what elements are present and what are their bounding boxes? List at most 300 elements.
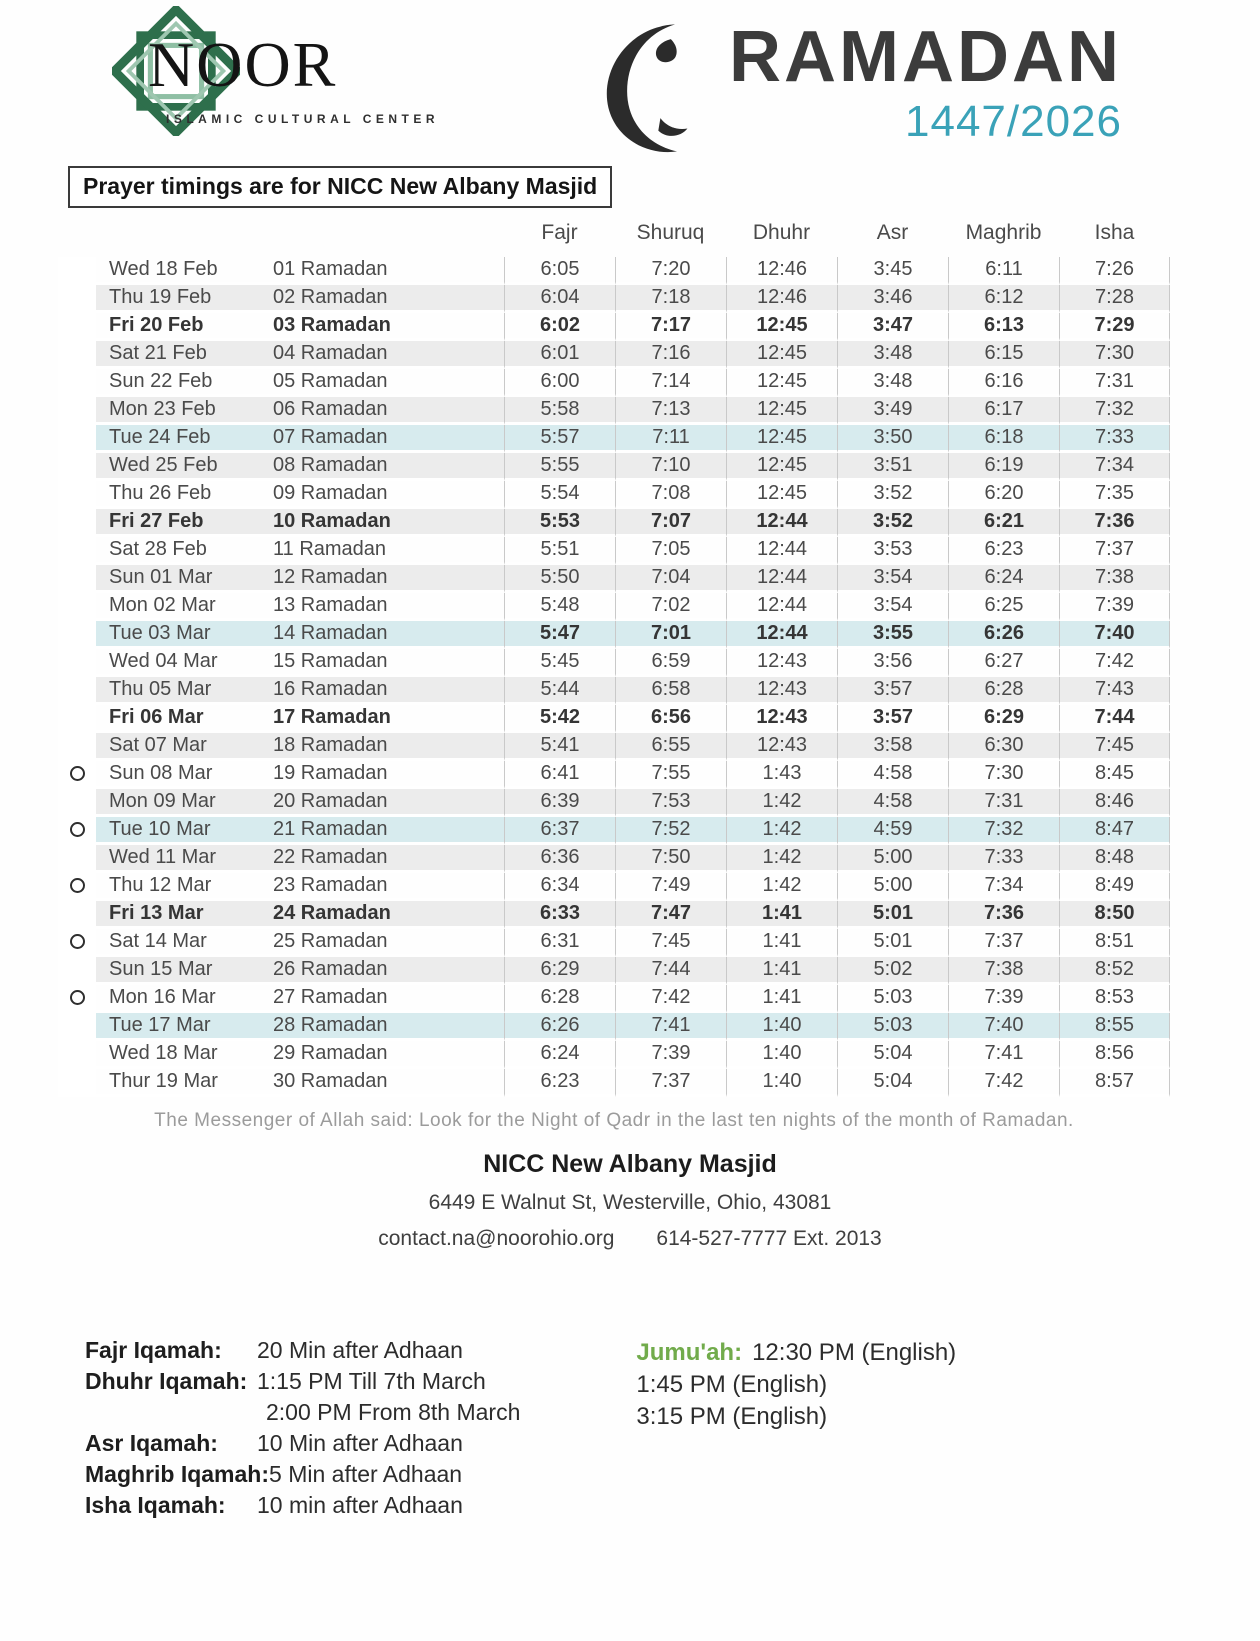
row-time-shuruq: 7:45 (615, 929, 726, 957)
row-date: Wed 11 Mar (96, 845, 264, 873)
table-row (58, 677, 1170, 705)
row-time-shuruq: 7:02 (615, 593, 726, 621)
prayer-timetable (58, 212, 1170, 1097)
row-time-maghrib: 6:29 (948, 705, 1059, 733)
row-time-asr: 5:00 (837, 845, 948, 873)
iqamah-line-maghrib (85, 1459, 520, 1490)
table-row (58, 873, 1170, 901)
hijri-gregorian-year: 1447/2026 (905, 97, 1122, 146)
iqamah-line-dhuhr-after-dst (85, 1397, 520, 1428)
table-row (58, 1041, 1170, 1069)
row-time-dhuhr: 12:43 (726, 705, 837, 733)
row-time-isha: 7:26 (1059, 257, 1170, 285)
marker-cell (58, 789, 96, 817)
row-time-asr: 3:55 (837, 621, 948, 649)
row-time-fajr: 6:31 (504, 929, 615, 957)
row-time-asr: 3:57 (837, 705, 948, 733)
row-time-fajr: 5:54 (504, 481, 615, 509)
hadith-quote: The Messenger of Allah said: Look for the Night of Qadr in the last ten nights of the month of Ramadan. (154, 1110, 1074, 1131)
row-time-dhuhr: 12:45 (726, 481, 837, 509)
row-time-maghrib: 6:20 (948, 481, 1059, 509)
marker-cell (58, 1069, 96, 1097)
marker-cell (58, 957, 96, 985)
row-time-asr: 3:56 (837, 649, 948, 677)
row-time-fajr: 5:47 (504, 621, 615, 649)
row-time-maghrib: 6:21 (948, 509, 1059, 537)
row-time-fajr: 6:34 (504, 873, 615, 901)
row-time-dhuhr: 12:45 (726, 341, 837, 369)
row-time-fajr: 6:04 (504, 285, 615, 313)
row-time-isha: 7:39 (1059, 593, 1170, 621)
row-ramadan-day: 28 Ramadan (264, 1013, 504, 1041)
table-row (58, 565, 1170, 593)
row-date: Mon 09 Mar (96, 789, 264, 817)
row-date: Sun 15 Mar (96, 957, 264, 985)
row-time-asr: 3:49 (837, 397, 948, 425)
table-row (58, 481, 1170, 509)
jumuah-line-1 (636, 1337, 956, 1369)
row-time-asr: 3:50 (837, 425, 948, 453)
row-date: Mon 16 Mar (96, 985, 264, 1013)
row-time-fajr: 6:29 (504, 957, 615, 985)
row-time-dhuhr: 12:44 (726, 621, 837, 649)
jumuah-line-2: 1:45 PM (English) (636, 1371, 828, 1398)
row-time-dhuhr: 12:43 (726, 649, 837, 677)
row-date: Mon 23 Feb (96, 397, 264, 425)
row-time-asr: 3:57 (837, 677, 948, 705)
row-time-shuruq: 7:47 (615, 901, 726, 929)
marker-cell (58, 537, 96, 565)
row-date: Sun 08 Mar (96, 761, 264, 789)
row-time-fajr: 6:33 (504, 901, 615, 929)
row-time-shuruq: 6:55 (615, 733, 726, 761)
table-row (58, 705, 1170, 733)
row-ramadan-day: 27 Ramadan (264, 985, 504, 1013)
table-row (58, 985, 1170, 1013)
masjid-name: NICC New Albany Masjid (483, 1150, 777, 1178)
row-time-shuruq: 7:39 (615, 1041, 726, 1069)
row-time-isha: 8:45 (1059, 761, 1170, 789)
row-time-isha: 8:55 (1059, 1013, 1170, 1041)
row-time-maghrib: 7:42 (948, 1069, 1059, 1097)
row-time-fajr: 5:48 (504, 593, 615, 621)
noor-logo-tagline: ISLAMIC CULTURAL CENTER (166, 112, 440, 126)
row-time-dhuhr: 12:43 (726, 733, 837, 761)
marker-cell (58, 285, 96, 313)
row-time-isha: 7:36 (1059, 509, 1170, 537)
row-time-asr: 3:54 (837, 593, 948, 621)
row-ramadan-day: 15 Ramadan (264, 649, 504, 677)
row-time-shuruq: 6:59 (615, 649, 726, 677)
row-time-asr: 3:54 (837, 565, 948, 593)
marker-cell (58, 733, 96, 761)
row-time-shuruq: 7:55 (615, 761, 726, 789)
row-time-fajr: 5:55 (504, 453, 615, 481)
row-time-dhuhr: 1:43 (726, 761, 837, 789)
row-date: Fri 20 Feb (96, 313, 264, 341)
row-time-asr: 5:01 (837, 929, 948, 957)
table-row (58, 341, 1170, 369)
row-time-shuruq: 7:42 (615, 985, 726, 1013)
row-date: Thu 12 Mar (96, 873, 264, 901)
bottom-section (0, 1335, 1260, 1521)
iqamah-label (85, 1397, 257, 1428)
row-time-maghrib: 7:33 (948, 845, 1059, 873)
table-row (58, 733, 1170, 761)
row-time-isha: 7:28 (1059, 285, 1170, 313)
row-ramadan-day: 02 Ramadan (264, 285, 504, 313)
odd-night-circle-icon (70, 766, 85, 781)
row-date: Tue 24 Feb (96, 425, 264, 453)
table-row (58, 817, 1170, 845)
row-time-isha: 8:49 (1059, 873, 1170, 901)
timetable-header-row (58, 212, 1170, 257)
iqamah-label: Isha Iqamah: (85, 1492, 226, 1518)
row-time-fajr: 6:01 (504, 341, 615, 369)
row-time-maghrib: 6:28 (948, 677, 1059, 705)
odd-night-circle-icon (70, 990, 85, 1005)
row-time-asr: 3:58 (837, 733, 948, 761)
row-time-shuruq: 7:07 (615, 509, 726, 537)
row-time-maghrib: 7:38 (948, 957, 1059, 985)
row-time-dhuhr: 12:44 (726, 537, 837, 565)
row-time-shuruq: 7:16 (615, 341, 726, 369)
marker-cell (58, 761, 96, 789)
row-time-shuruq: 7:53 (615, 789, 726, 817)
row-time-fajr: 6:28 (504, 985, 615, 1013)
table-row (58, 397, 1170, 425)
row-date: Sat 07 Mar (96, 733, 264, 761)
row-time-maghrib: 6:24 (948, 565, 1059, 593)
contact-email: contact.na@noorohio.org (378, 1227, 615, 1250)
row-time-dhuhr: 1:40 (726, 1069, 837, 1097)
row-time-shuruq: 7:44 (615, 957, 726, 985)
row-time-dhuhr: 1:41 (726, 957, 837, 985)
row-ramadan-day: 18 Ramadan (264, 733, 504, 761)
odd-night-circle-icon (70, 822, 85, 837)
row-time-shuruq: 7:13 (615, 397, 726, 425)
banner-note: Prayer timings are for NICC New Albany Masjid (68, 166, 612, 208)
iqamah-value: 10 Min after Adhaan (257, 1430, 463, 1456)
row-time-isha: 7:42 (1059, 649, 1170, 677)
marker-cell (58, 313, 96, 341)
row-date: Wed 25 Feb (96, 453, 264, 481)
table-row (58, 649, 1170, 677)
row-time-asr: 5:01 (837, 901, 948, 929)
row-date: Tue 10 Mar (96, 817, 264, 845)
row-time-isha: 7:29 (1059, 313, 1170, 341)
row-time-dhuhr: 12:45 (726, 313, 837, 341)
page-title: RAMADAN (729, 17, 1122, 97)
row-time-isha: 7:38 (1059, 565, 1170, 593)
row-ramadan-day: 29 Ramadan (264, 1041, 504, 1069)
row-ramadan-day: 13 Ramadan (264, 593, 504, 621)
row-time-shuruq: 7:20 (615, 257, 726, 285)
row-time-shuruq: 6:56 (615, 705, 726, 733)
row-time-dhuhr: 12:45 (726, 453, 837, 481)
table-row (58, 761, 1170, 789)
row-time-asr: 5:02 (837, 957, 948, 985)
table-row (58, 845, 1170, 873)
marker-cell (58, 257, 96, 285)
row-ramadan-day: 01 Ramadan (264, 257, 504, 285)
row-time-isha: 7:32 (1059, 397, 1170, 425)
iqamah-line-fajr (85, 1335, 520, 1366)
row-date: Thu 05 Mar (96, 677, 264, 705)
row-time-maghrib: 6:30 (948, 733, 1059, 761)
marker-cell (58, 873, 96, 901)
row-time-shuruq: 7:52 (615, 817, 726, 845)
row-time-isha: 8:53 (1059, 985, 1170, 1013)
row-date: Sun 22 Feb (96, 369, 264, 397)
header-marker-spacer (58, 212, 96, 257)
row-time-fajr: 6:23 (504, 1069, 615, 1097)
row-time-dhuhr: 12:43 (726, 677, 837, 705)
row-time-fajr: 5:50 (504, 565, 615, 593)
row-date: Mon 02 Mar (96, 593, 264, 621)
row-time-isha: 8:51 (1059, 929, 1170, 957)
row-time-asr: 3:52 (837, 509, 948, 537)
iqamah-line-isha (85, 1490, 520, 1521)
marker-cell (58, 677, 96, 705)
row-time-asr: 3:46 (837, 285, 948, 313)
row-time-fajr: 6:39 (504, 789, 615, 817)
row-time-asr: 3:53 (837, 537, 948, 565)
row-ramadan-day: 12 Ramadan (264, 565, 504, 593)
column-header-asr: Asr (876, 221, 909, 244)
masjid-address: 6449 E Walnut St, Westerville, Ohio, 43081 (428, 1191, 832, 1214)
table-row (58, 425, 1170, 453)
row-time-dhuhr: 12:45 (726, 397, 837, 425)
row-time-isha: 7:40 (1059, 621, 1170, 649)
row-time-fajr: 5:51 (504, 537, 615, 565)
row-time-maghrib: 6:25 (948, 593, 1059, 621)
row-time-dhuhr: 1:42 (726, 845, 837, 873)
row-time-shuruq: 7:01 (615, 621, 726, 649)
row-time-isha: 7:30 (1059, 341, 1170, 369)
row-date: Tue 03 Mar (96, 621, 264, 649)
row-time-fajr: 5:53 (504, 509, 615, 537)
table-row (58, 537, 1170, 565)
marker-cell (58, 397, 96, 425)
row-time-fajr: 6:37 (504, 817, 615, 845)
row-time-shuruq: 6:58 (615, 677, 726, 705)
row-time-shuruq: 7:37 (615, 1069, 726, 1097)
row-time-isha: 7:33 (1059, 425, 1170, 453)
row-time-shuruq: 7:17 (615, 313, 726, 341)
column-header-isha: Isha (1094, 221, 1135, 244)
row-time-maghrib: 7:30 (948, 761, 1059, 789)
row-time-dhuhr: 12:46 (726, 257, 837, 285)
row-ramadan-day: 26 Ramadan (264, 957, 504, 985)
row-time-isha: 7:35 (1059, 481, 1170, 509)
iqamah-value: 20 Min after Adhaan (257, 1337, 463, 1363)
marker-cell (58, 481, 96, 509)
row-time-asr: 3:45 (837, 257, 948, 285)
row-time-shuruq: 7:05 (615, 537, 726, 565)
row-time-dhuhr: 1:41 (726, 901, 837, 929)
marker-cell (58, 453, 96, 481)
row-time-maghrib: 6:18 (948, 425, 1059, 453)
marker-cell (58, 593, 96, 621)
table-row (58, 901, 1170, 929)
row-ramadan-day: 16 Ramadan (264, 677, 504, 705)
row-time-fajr: 5:57 (504, 425, 615, 453)
odd-night-circle-icon (70, 934, 85, 949)
row-time-shuruq: 7:50 (615, 845, 726, 873)
row-time-isha: 8:48 (1059, 845, 1170, 873)
jumuah-line-3: 3:15 PM (English) (636, 1403, 828, 1430)
row-time-dhuhr: 12:46 (726, 285, 837, 313)
row-time-maghrib: 7:37 (948, 929, 1059, 957)
row-ramadan-day: 09 Ramadan (264, 481, 504, 509)
row-date: Wed 18 Mar (96, 1041, 264, 1069)
row-time-maghrib: 7:31 (948, 789, 1059, 817)
row-time-fajr: 5:58 (504, 397, 615, 425)
row-time-maghrib: 7:34 (948, 873, 1059, 901)
row-time-maghrib: 6:13 (948, 313, 1059, 341)
row-time-asr: 5:04 (837, 1069, 948, 1097)
marker-cell (58, 901, 96, 929)
iqamah-line-asr (85, 1428, 520, 1459)
column-header-shuruq: Shuruq (636, 221, 705, 244)
row-date: Fri 13 Mar (96, 901, 264, 929)
row-date: Thu 26 Feb (96, 481, 264, 509)
row-time-maghrib: 7:40 (948, 1013, 1059, 1041)
row-time-fajr: 6:41 (504, 761, 615, 789)
row-time-isha: 7:31 (1059, 369, 1170, 397)
marker-cell (58, 705, 96, 733)
iqamah-schedule (85, 1335, 520, 1521)
column-header-dhuhr: Dhuhr (752, 221, 811, 244)
marker-cell (58, 565, 96, 593)
row-date: Wed 18 Feb (96, 257, 264, 285)
row-date: Thu 19 Feb (96, 285, 264, 313)
header-date-spacer (96, 212, 264, 257)
row-time-maghrib: 6:19 (948, 453, 1059, 481)
row-time-fajr: 5:44 (504, 677, 615, 705)
table-row (58, 285, 1170, 313)
row-time-maghrib: 7:41 (948, 1041, 1059, 1069)
row-ramadan-day: 05 Ramadan (264, 369, 504, 397)
row-time-shuruq: 7:08 (615, 481, 726, 509)
row-time-shuruq: 7:18 (615, 285, 726, 313)
row-time-maghrib: 7:36 (948, 901, 1059, 929)
iqamah-value: 10 min after Adhaan (257, 1492, 463, 1518)
row-time-dhuhr: 12:44 (726, 565, 837, 593)
marker-cell (58, 509, 96, 537)
iqamah-label: Fajr Iqamah: (85, 1337, 222, 1363)
row-time-dhuhr: 12:45 (726, 369, 837, 397)
row-ramadan-day: 22 Ramadan (264, 845, 504, 873)
row-time-shuruq: 7:04 (615, 565, 726, 593)
row-time-asr: 5:00 (837, 873, 948, 901)
row-ramadan-day: 08 Ramadan (264, 453, 504, 481)
table-row (58, 929, 1170, 957)
column-header-maghrib: Maghrib (965, 221, 1042, 244)
row-time-isha: 8:56 (1059, 1041, 1170, 1069)
marker-cell (58, 929, 96, 957)
row-time-fajr: 6:05 (504, 257, 615, 285)
row-ramadan-day: 07 Ramadan (264, 425, 504, 453)
marker-cell (58, 1013, 96, 1041)
iqamah-value: 1:15 PM Till 7th March (257, 1368, 486, 1394)
marker-cell (58, 621, 96, 649)
timetable-body (58, 257, 1170, 1097)
row-date: Sat 14 Mar (96, 929, 264, 957)
row-date: Fri 27 Feb (96, 509, 264, 537)
row-time-maghrib: 7:32 (948, 817, 1059, 845)
row-time-dhuhr: 1:40 (726, 1041, 837, 1069)
iqamah-value: 5 Min after Adhaan (269, 1461, 463, 1487)
row-time-shuruq: 7:14 (615, 369, 726, 397)
row-time-maghrib: 6:26 (948, 621, 1059, 649)
row-time-isha: 8:52 (1059, 957, 1170, 985)
crescent-calligraphy-icon (598, 18, 702, 160)
iqamah-label: Maghrib Iqamah: (85, 1461, 270, 1487)
row-date: Tue 17 Mar (96, 1013, 264, 1041)
marker-cell (58, 341, 96, 369)
row-time-dhuhr: 1:41 (726, 929, 837, 957)
row-time-asr: 5:03 (837, 985, 948, 1013)
row-time-dhuhr: 1:42 (726, 817, 837, 845)
marker-cell (58, 817, 96, 845)
row-ramadan-day: 23 Ramadan (264, 873, 504, 901)
iqamah-line-dhuhr (85, 1366, 520, 1397)
row-time-isha: 8:47 (1059, 817, 1170, 845)
row-time-isha: 7:37 (1059, 537, 1170, 565)
row-time-maghrib: 6:16 (948, 369, 1059, 397)
row-time-asr: 4:59 (837, 817, 948, 845)
row-time-dhuhr: 1:41 (726, 985, 837, 1013)
row-time-asr: 5:04 (837, 1041, 948, 1069)
title-block (729, 18, 1122, 146)
row-ramadan-day: 21 Ramadan (264, 817, 504, 845)
row-time-maghrib: 6:11 (948, 257, 1059, 285)
row-time-maghrib: 6:27 (948, 649, 1059, 677)
iqamah-label: Asr Iqamah: (85, 1430, 218, 1456)
row-time-asr: 5:03 (837, 1013, 948, 1041)
contact-line (0, 1227, 1260, 1251)
row-ramadan-day: 14 Ramadan (264, 621, 504, 649)
row-ramadan-day: 10 Ramadan (264, 509, 504, 537)
row-ramadan-day: 20 Ramadan (264, 789, 504, 817)
row-time-isha: 7:45 (1059, 733, 1170, 761)
row-time-shuruq: 7:41 (615, 1013, 726, 1041)
header (0, 0, 1260, 212)
row-ramadan-day: 17 Ramadan (264, 705, 504, 733)
row-time-asr: 3:48 (837, 341, 948, 369)
row-time-isha: 7:43 (1059, 677, 1170, 705)
jumuah-time: 12:30 PM (English) (752, 1339, 957, 1366)
row-time-asr: 3:47 (837, 313, 948, 341)
table-row (58, 1069, 1170, 1097)
row-time-dhuhr: 12:45 (726, 425, 837, 453)
row-time-asr: 4:58 (837, 761, 948, 789)
marker-cell (58, 425, 96, 453)
row-time-shuruq: 7:11 (615, 425, 726, 453)
marker-cell (58, 369, 96, 397)
table-row (58, 593, 1170, 621)
row-time-isha: 8:57 (1059, 1069, 1170, 1097)
row-ramadan-day: 03 Ramadan (264, 313, 504, 341)
row-date: Fri 06 Mar (96, 705, 264, 733)
row-time-fajr: 5:45 (504, 649, 615, 677)
contact-phone: 614-527-7777 Ext. 2013 (656, 1227, 882, 1250)
marker-cell (58, 985, 96, 1013)
table-row (58, 789, 1170, 817)
row-ramadan-day: 30 Ramadan (264, 1069, 504, 1097)
